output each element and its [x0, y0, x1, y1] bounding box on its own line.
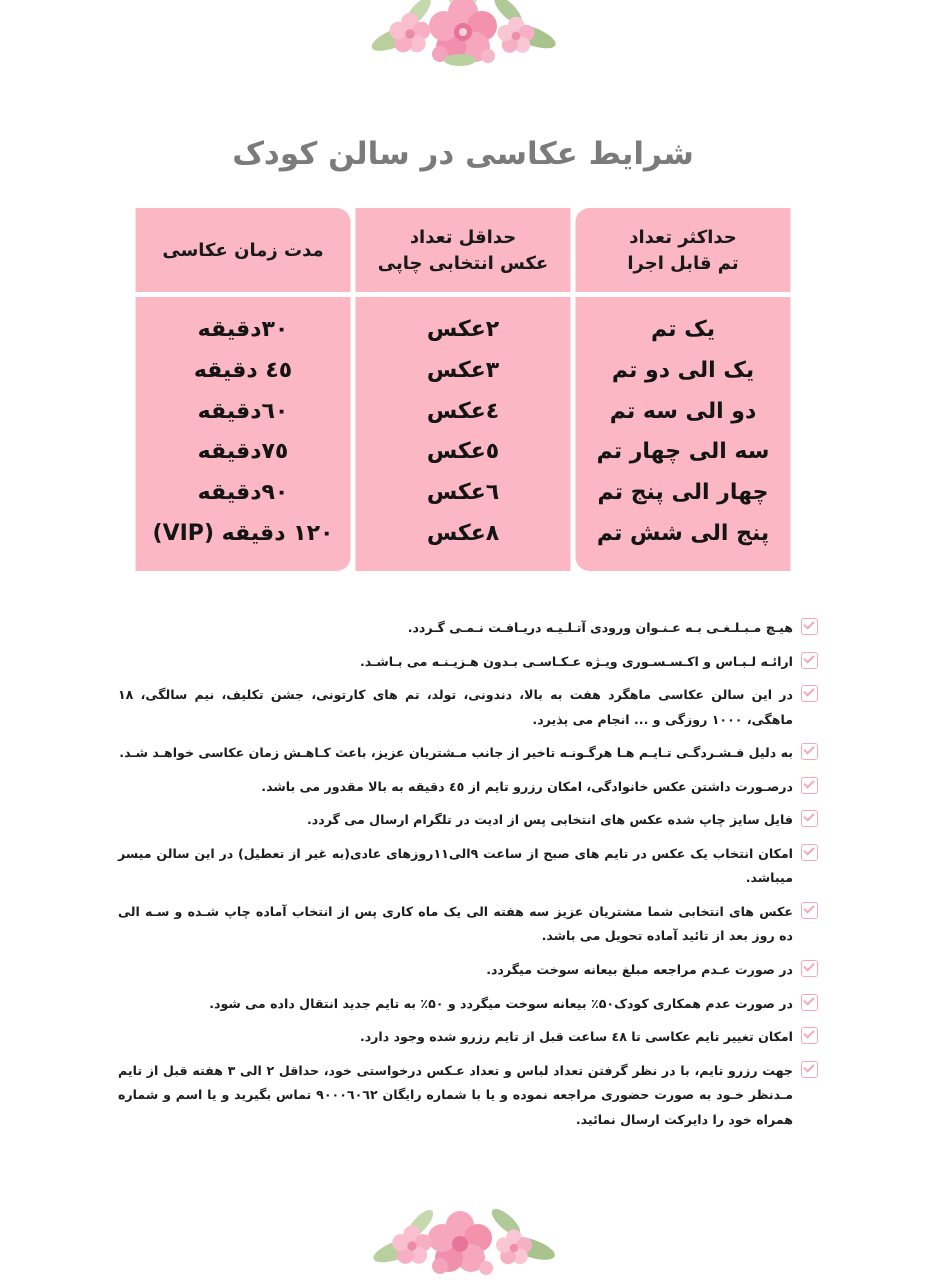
column-header-line2: عکس انتخابی چاپی	[377, 253, 549, 274]
table-column-max-themes	[576, 208, 791, 571]
checkbox-check-icon	[801, 902, 818, 919]
checkbox-check-icon	[801, 960, 818, 977]
checkbox-check-icon	[801, 810, 818, 827]
list-item	[118, 1025, 818, 1050]
note-text: در این سالن عکاسی ماهگرد هفت به بالا، دندونی، تولد، تم های کارتونی، جشن تکلیف، نیم سالگی، ۱۸ ماهگی، ۱۰۰۰ روزگی و ... انجام می پذیرد.	[118, 687, 793, 727]
note-text: درصـورت داشتن عکس خانوادگی، امکان رزرو تایم از ٤٥ دقیقه به بالا مقدور می باشد.	[261, 778, 793, 794]
list-item	[118, 808, 818, 833]
table-cell: ۷٥دقیقه	[197, 439, 289, 465]
table-cell: ۱۲۰ دقیقه (VIP)	[152, 521, 334, 547]
checkbox-check-icon	[801, 685, 818, 702]
list-item	[118, 683, 818, 732]
checkbox-check-icon	[801, 652, 818, 669]
table-cell: سه الی چهار تم	[596, 439, 770, 465]
note-text: در صورت عدم همکاری کودک۵۰٪ بیعانه سوخت میگردد و ۵۰٪ به تایم جدید انتقال داده می شود.	[209, 995, 793, 1011]
note-text: عکس های انتخابی شما مشتریان عزیز سه هفته الی یک ماه کاری پس از انتخاب آماده چاپ شـده و سـه الی ده روز بعد از تائید آماده تحویل می باشد.	[118, 903, 793, 944]
checkbox-check-icon	[801, 1061, 818, 1078]
table-cell: چهار الی پنج تم	[597, 480, 769, 506]
table-cell: یک تم	[651, 317, 715, 342]
column-header-max-themes	[576, 208, 791, 292]
column-header-line1: حداکثر تعداد	[629, 226, 737, 248]
list-item	[118, 1059, 818, 1133]
note-text: امکان تغییر تایم عکاسی تا ٤۸ ساعت قبل از تایم رزرو شده وجود دارد.	[359, 1029, 793, 1045]
note-text: امکان انتخاب یک عکس در تایم های صبح از ساعت ۹الی۱۱روزهای عادی(به غیر از تعطیل) در این سالن میسر میباشد.	[118, 845, 793, 886]
column-header-shooting-duration	[136, 208, 351, 292]
column-body-shooting-duration	[136, 297, 351, 571]
table-cell: ٥عکس	[426, 439, 500, 465]
column-header-line2: تم قابل اجرا	[627, 253, 739, 274]
floral-bouquet-top-icon	[348, 0, 578, 72]
list-item	[118, 992, 818, 1017]
column-header-line1: مدت زمان عکاسی	[162, 239, 324, 261]
note-text: به دلیل فـشـردگـی تـایـم هـا هرگـونـه تاخیر از جانب مـشتریان عزیز، باعث کـاهـش زمان عکاسی خواهـد شـد.	[119, 745, 793, 761]
list-item	[118, 741, 818, 766]
table-cell: ۹۰دقیقه	[197, 480, 289, 506]
conditions-table	[136, 208, 791, 571]
checkbox-check-icon	[801, 618, 818, 635]
table-cell: ٦عکس	[426, 480, 500, 506]
column-body-max-themes	[576, 297, 791, 571]
floral-bouquet-bottom-icon	[348, 1206, 578, 1280]
column-body-min-printed-photos	[356, 297, 571, 571]
table-cell: ۲عکس	[426, 317, 500, 342]
note-text: در صورت عـدم مراجعه مبلغ بیعانه سوخت میگردد.	[486, 962, 793, 978]
page-title: شرایط عکاسی در سالن کودک	[232, 136, 694, 172]
note-text: ارائـه لـبـاس و اکـسـسـوری ویـژه عـکـاسـی بـدون هـزیـنـه می بـاشـد.	[359, 653, 793, 669]
list-item	[118, 958, 818, 983]
table-cell: دو الی سه تم	[609, 398, 757, 424]
column-header-min-printed-photos	[356, 208, 571, 292]
table-column-shooting-duration	[136, 208, 351, 571]
table-cell: ۳۰دقیقه	[197, 317, 289, 342]
list-item	[118, 900, 818, 949]
note-text: هیـچ مـبـلـغـی بـه عـنـوان ورودی آتـلـیـه دریـافـت نـمـی گـردد.	[407, 620, 793, 635]
table-cell: یک الی دو تم	[611, 357, 755, 383]
checkbox-check-icon	[801, 777, 818, 794]
column-header-line1: حداقل تعداد	[409, 226, 517, 248]
checkbox-check-icon	[801, 1027, 818, 1044]
conditions-notes-list	[118, 616, 818, 1141]
checkbox-check-icon	[801, 994, 818, 1011]
note-text: جهت رزرو تایم، با در نظر گرفتن تعداد لباس و تعداد عـکس درخواستی خود، حداقل ۲ الی ۳ هفته قبل از تایم مـدنظر خـود به صورت حضوری مراجعه نموده و یا با شماره رایگان ۹۰۰۰٦۰٦۲ تماس بگیرید و یا اسم و شماره همراه خود را دایرکت ارسال نمائید.	[118, 1062, 794, 1127]
table-column-min-printed-photos	[356, 208, 571, 571]
table-cell: ٦۰دقیقه	[197, 398, 289, 424]
table-cell: پنج الی شش تم	[596, 521, 770, 547]
list-item	[118, 650, 818, 675]
note-text: فایل سایز چاپ شده عکس های انتخابی پس از ادیت در تلگرام ارسال می گردد.	[307, 812, 793, 828]
list-item	[118, 775, 818, 800]
table-cell: ٤عکس	[426, 398, 500, 424]
list-item	[118, 842, 818, 891]
list-item	[118, 616, 818, 641]
checkbox-check-icon	[801, 743, 818, 760]
table-cell: ٤٥ دقیقه	[193, 357, 293, 383]
table-cell: ۸عکس	[426, 521, 500, 547]
checkbox-check-icon	[801, 844, 818, 861]
table-cell: ۳عکس	[426, 357, 500, 383]
